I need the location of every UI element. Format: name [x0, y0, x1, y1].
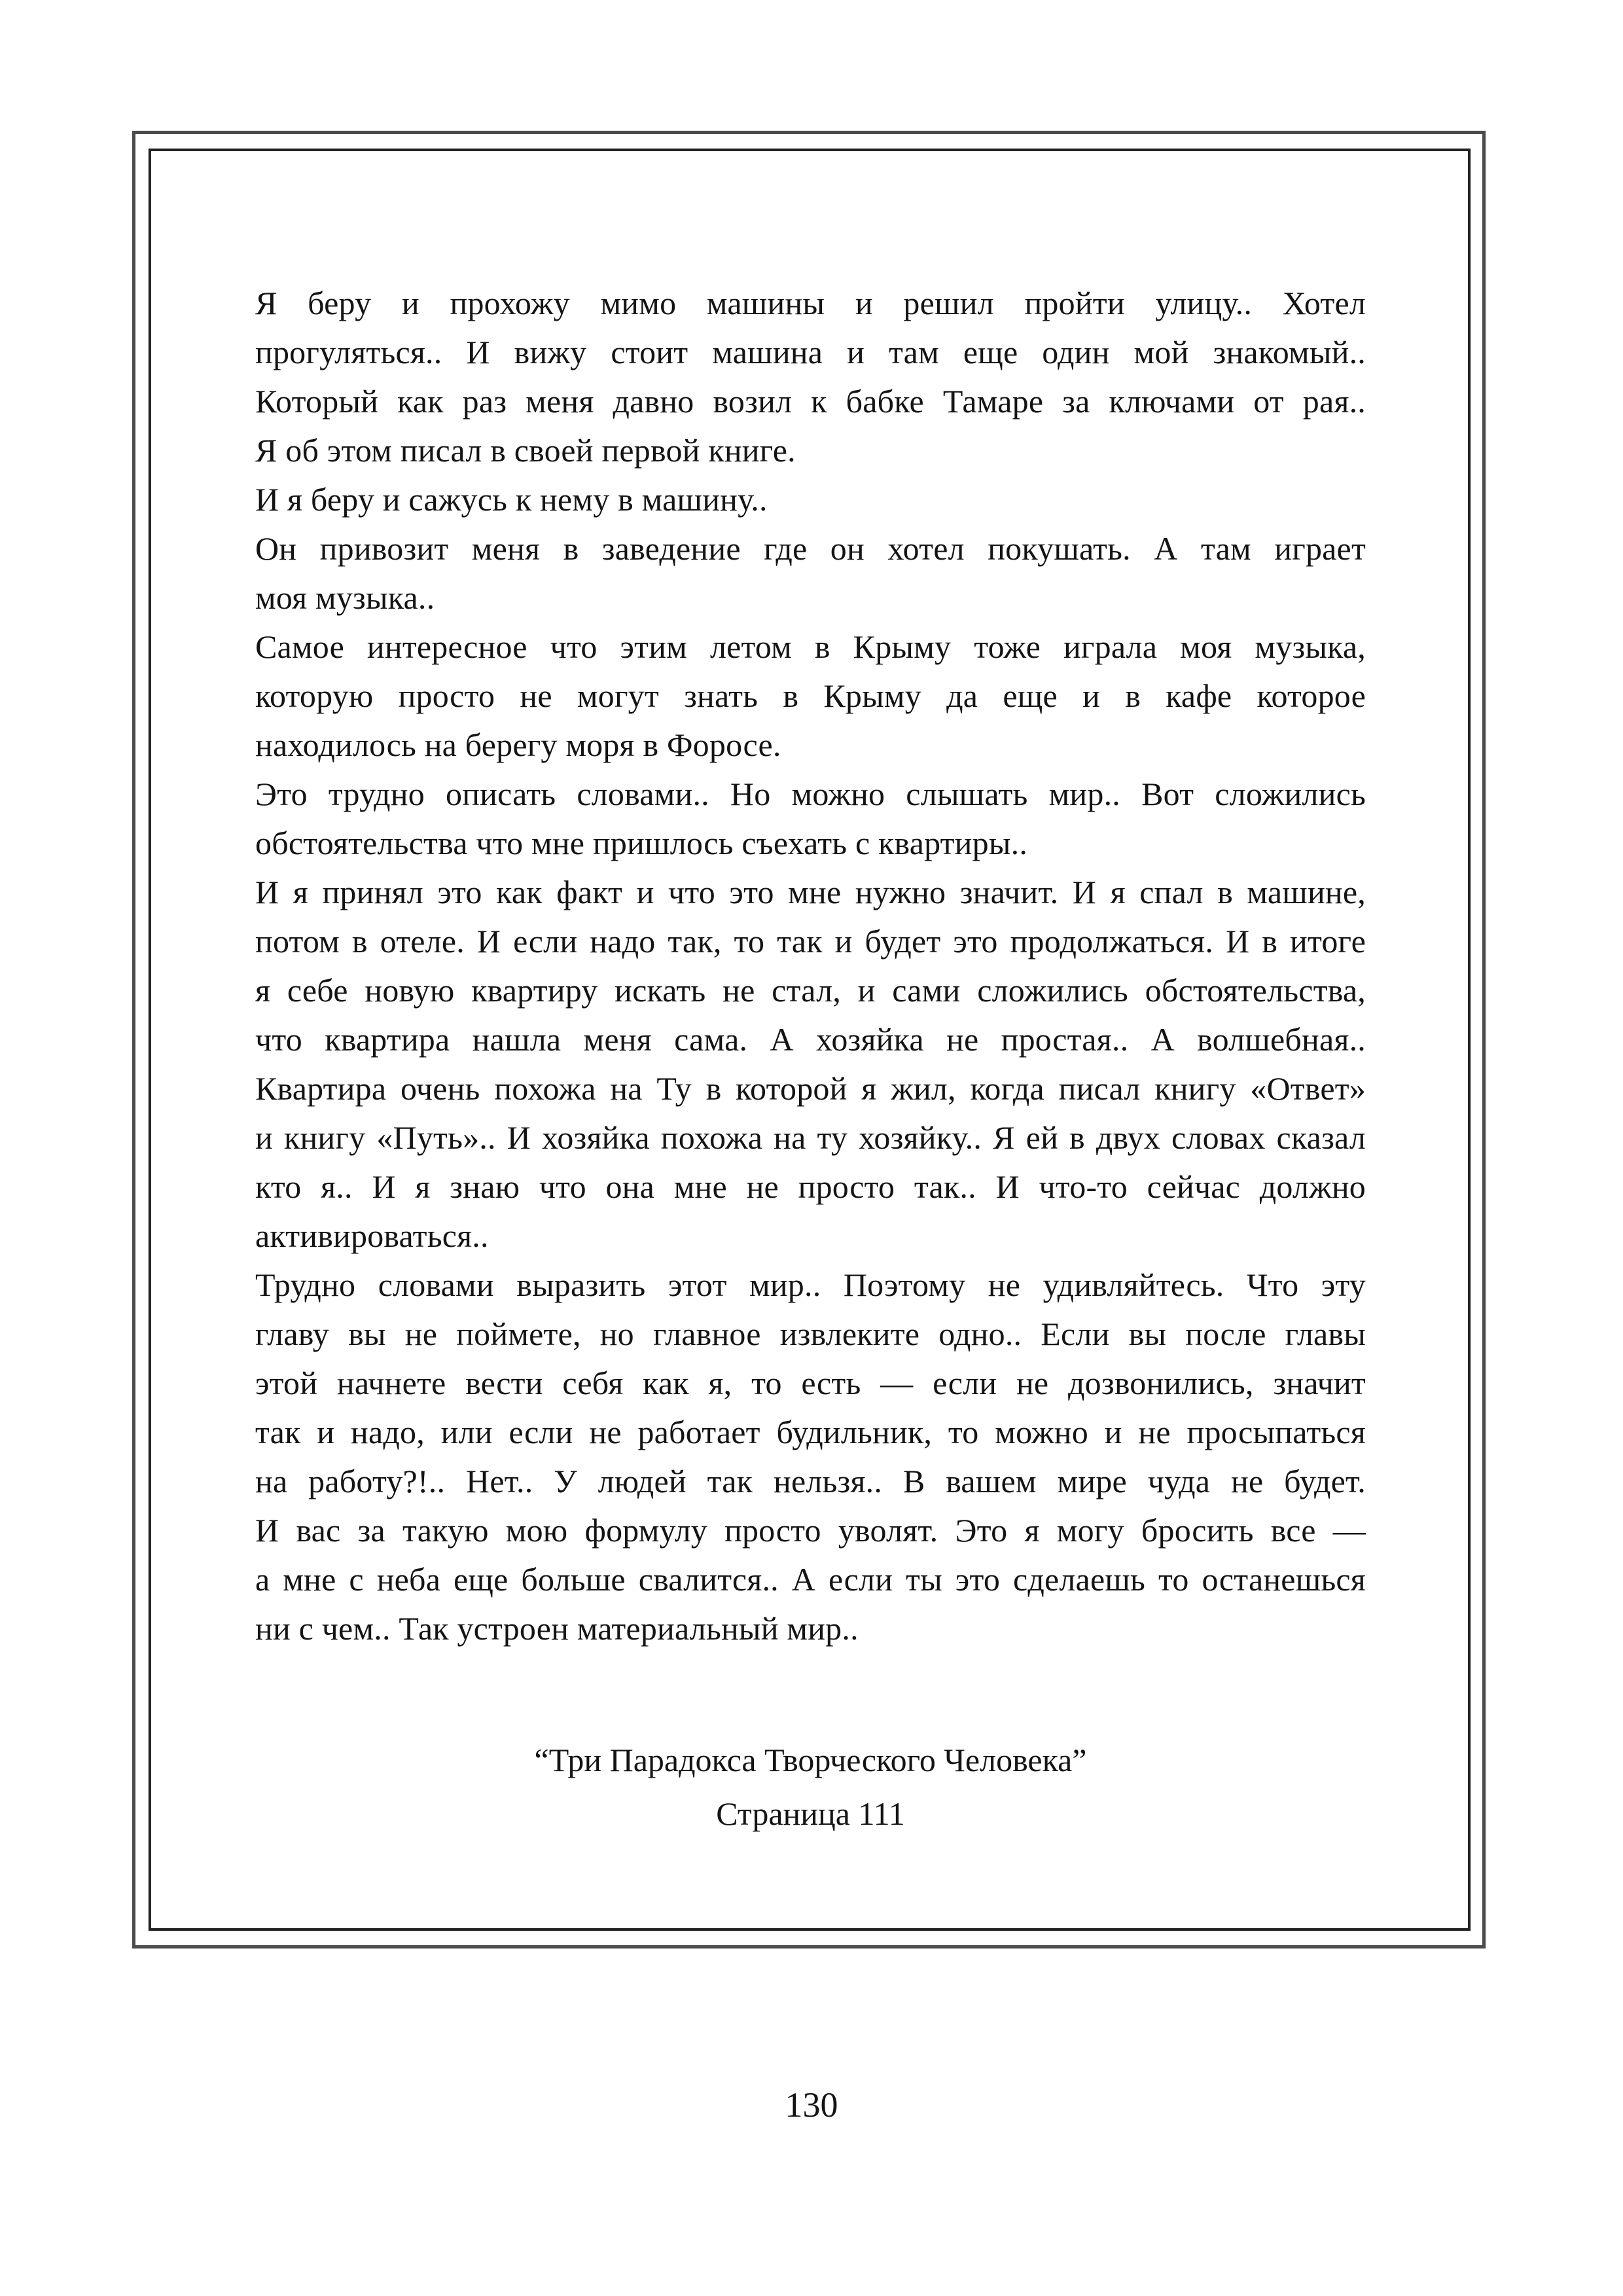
body-text-block — [255, 279, 1366, 1653]
text-line: Который как раз меня давно возил к бабке Тамаре за ключами от рая.. — [255, 383, 1366, 420]
text-line: Самое интересное что этим летом в Крыму тоже играла моя музыка, — [255, 628, 1366, 665]
text-line: Квартира очень похожа на Ту в которой я жил, когда писал книгу «Ответ» — [255, 1070, 1366, 1107]
text-line: так и надо, или если не работает будильник, то можно и не просыпаться — [255, 1414, 1366, 1450]
text-line: обстоятельства что мне пришлось съехать с квартиры.. — [255, 825, 1028, 861]
book-page-reference: Страница 111 — [716, 1795, 905, 1832]
text-line: моя музыка.. — [255, 579, 435, 616]
text-line: Я беру и прохожу мимо машины и решил пройти улицу.. Хотел — [255, 285, 1366, 321]
text-line: Я об этом писал в своей первой книге. — [255, 432, 796, 469]
closing-block — [255, 1733, 1366, 1840]
text-line: я себе новую квартиру искать не стал, и сами сложились обстоятельства, — [255, 972, 1366, 1009]
book-title-quote: “Три Парадокса Творческого Человека” — [534, 1742, 1087, 1778]
text-line: И я принял это как факт и что это мне нужно значит. И я спал в машине, — [255, 874, 1366, 910]
text-line: потом в отеле. И если надо так, то так и будет это продолжаться. И в итоге — [255, 923, 1366, 960]
text-line: активироваться.. — [255, 1217, 489, 1254]
text-line: И вас за такую мою формулу просто уволят. Это я могу бросить все — — [255, 1512, 1366, 1549]
text-line: Он привозит меня в заведение где он хотел покушать. А там играет — [255, 530, 1366, 567]
text-line: главу вы не поймете, но главное извлеките одно.. Если вы после главы — [255, 1316, 1366, 1352]
text-line: находилось на берегу моря в Форосе. — [255, 726, 781, 763]
text-line: Трудно словами выразить этот мир.. Поэтому не удивляйтесь. Что эту — [255, 1266, 1366, 1303]
text-line: ни с чем.. Так устроен материальный мир.. — [255, 1610, 859, 1647]
text-line: которую просто не могут знать в Крыму да еще и в кафе которое — [255, 677, 1366, 714]
text-line: прогуляться.. И вижу стоит машина и там еще один мой знакомый.. — [255, 334, 1366, 370]
text-line: что квартира нашла меня сама. А хозяйка не простая.. А волшебная.. — [255, 1021, 1366, 1058]
text-line: этой начнете вести себя как я, то есть — если не дозвонились, значит — [255, 1365, 1366, 1401]
page-number: 130 — [785, 2085, 838, 2125]
text-line: и книгу «Путь».. И хозяйка похожа на ту хозяйку.. Я ей в двух словах сказал — [255, 1119, 1366, 1156]
text-line: на работу?!.. Нет.. У людей так нельзя.. В вашем мире чуда не будет. — [255, 1463, 1366, 1499]
text-line: И я беру и сажусь к нему в машину.. — [255, 481, 768, 518]
text-line: кто я.. И я знаю что она мне не просто так.. И что-то сейчас должно — [255, 1168, 1366, 1205]
text-line: Это трудно описать словами.. Но можно слышать мир.. Вот сложились — [255, 776, 1366, 812]
text-line: а мне с неба еще больше свалится.. А если ты это сделаешь то останешься — [255, 1561, 1366, 1598]
